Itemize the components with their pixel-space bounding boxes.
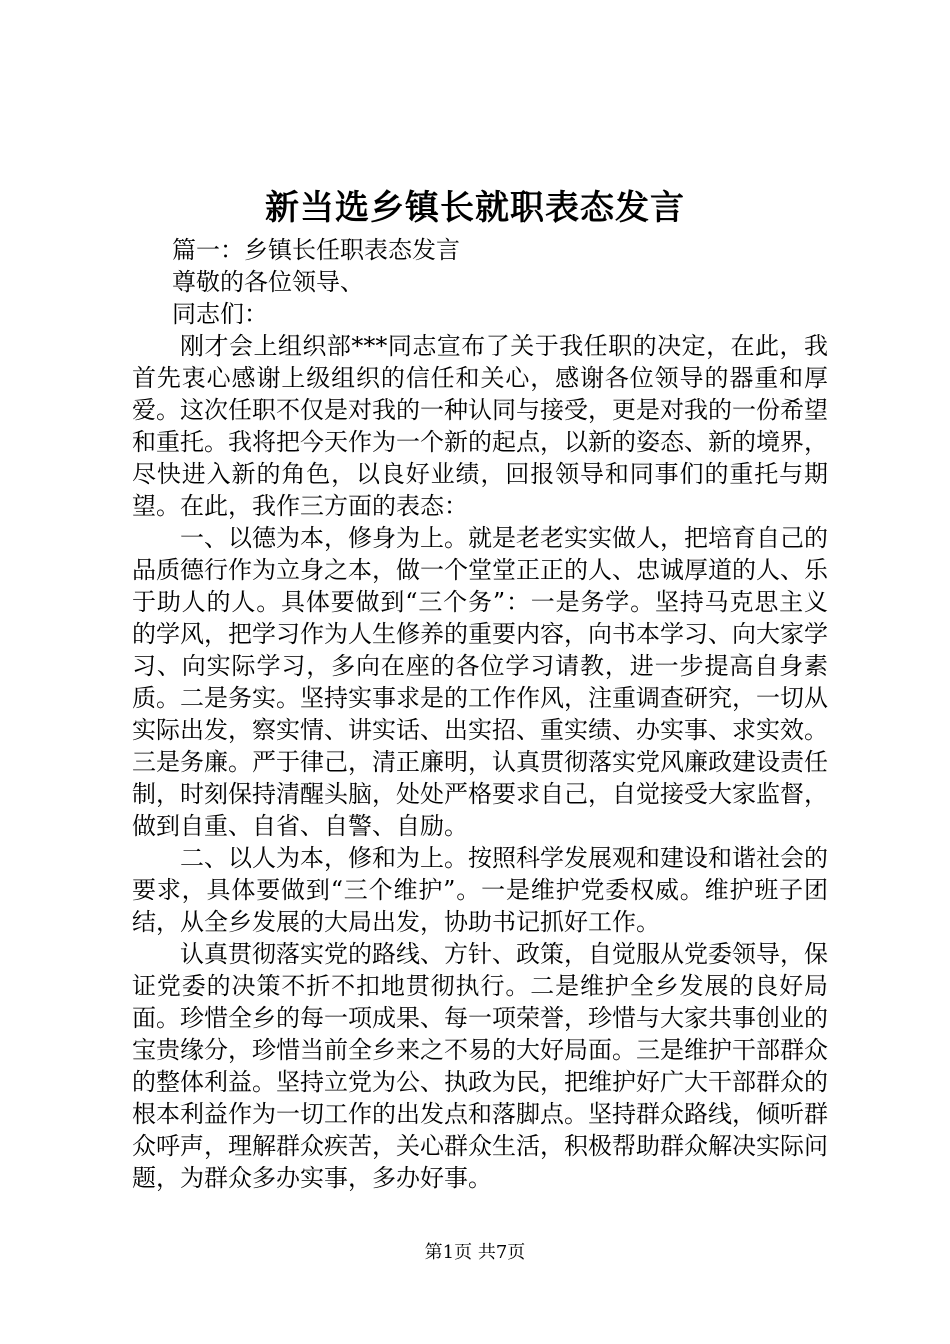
body-paragraph: 认真贯彻落实党的路线、方针、政策，自觉服从党委领导，保证党委的决策不折不扣地贯彻执行。二是维护全乡发展的良好局面。珍惜全乡的每一项成果、每一项荣誉，珍惜与大家共事创业的宝贵缘分，珍惜当前全乡来之不易的大好局面。三是维护干部群众的整体利益。坚持立党为公、执政为民，把维护好广大干部群众的根本利益作为一切工作的出发点和落脚点。坚持群众路线，倾听群众呼声，理解群众疾苦，关心群众生活，积极帮助群众解决实际问题，为群众多办实事，多办好事。 (132, 940, 828, 1192)
salutation-line-2: 同志们： (172, 300, 268, 328)
page-number-footer: 第1页 共7页 (424, 1242, 526, 1263)
salutation-line-1: 尊敬的各位领导、 (172, 268, 364, 296)
body-paragraph: 二、以人为本，修和为上。按照科学发展观和建设和谐社会的要求，具体要做到“三个维护”。一是维护党委权威。维护班子团结，从全乡发展的大局出发，协助书记抓好工作。 (132, 844, 828, 936)
document-title: 新当选乡镇长就职表态发言 (265, 188, 685, 228)
body-paragraph: 刚才会上组织部***同志宣布了关于我任职的决定，在此，我首先衷心感谢上级组织的信任和关心，感谢各位领导的器重和厚爱。这次任职不仅是对我的一种认同与接受，更是对我的一份希望和重托。我将把今天作为一个新的起点，以新的姿态、新的境界，尽快进入新的角色，以良好业绩，回报领导和同事们的重托与期望。在此，我作三方面的表态： (132, 332, 828, 520)
document-body (132, 234, 828, 1194)
body-paragraph: 一、以德为本，修身为上。就是老老实实做人，把培育自己的品质德行作为立身之本，做一个堂堂正正的人、忠诚厚道的人、乐于助人的人。具体要做到“三个务”：一是务学。坚持马克思主义的学风，把学习作为人生修养的重要内容，向书本学习、向大家学习、向实际学习，多向在座的各位学习请教，进一步提高自身素质。二是务实。坚持实事求是的工作作风，注重调查研究，一切从实际出发，察实情、讲实话、出实招、重实绩、办实事、求实效。三是务廉。严于律己，清正廉明，认真贯彻落实党风廉政建设责任制，时刻保持清醒头脑，处处严格要求自己，自觉接受大家监督，做到自重、自省、自警、自励。 (132, 524, 828, 840)
section-heading: 篇一：乡镇长任职表态发言 (172, 236, 460, 264)
